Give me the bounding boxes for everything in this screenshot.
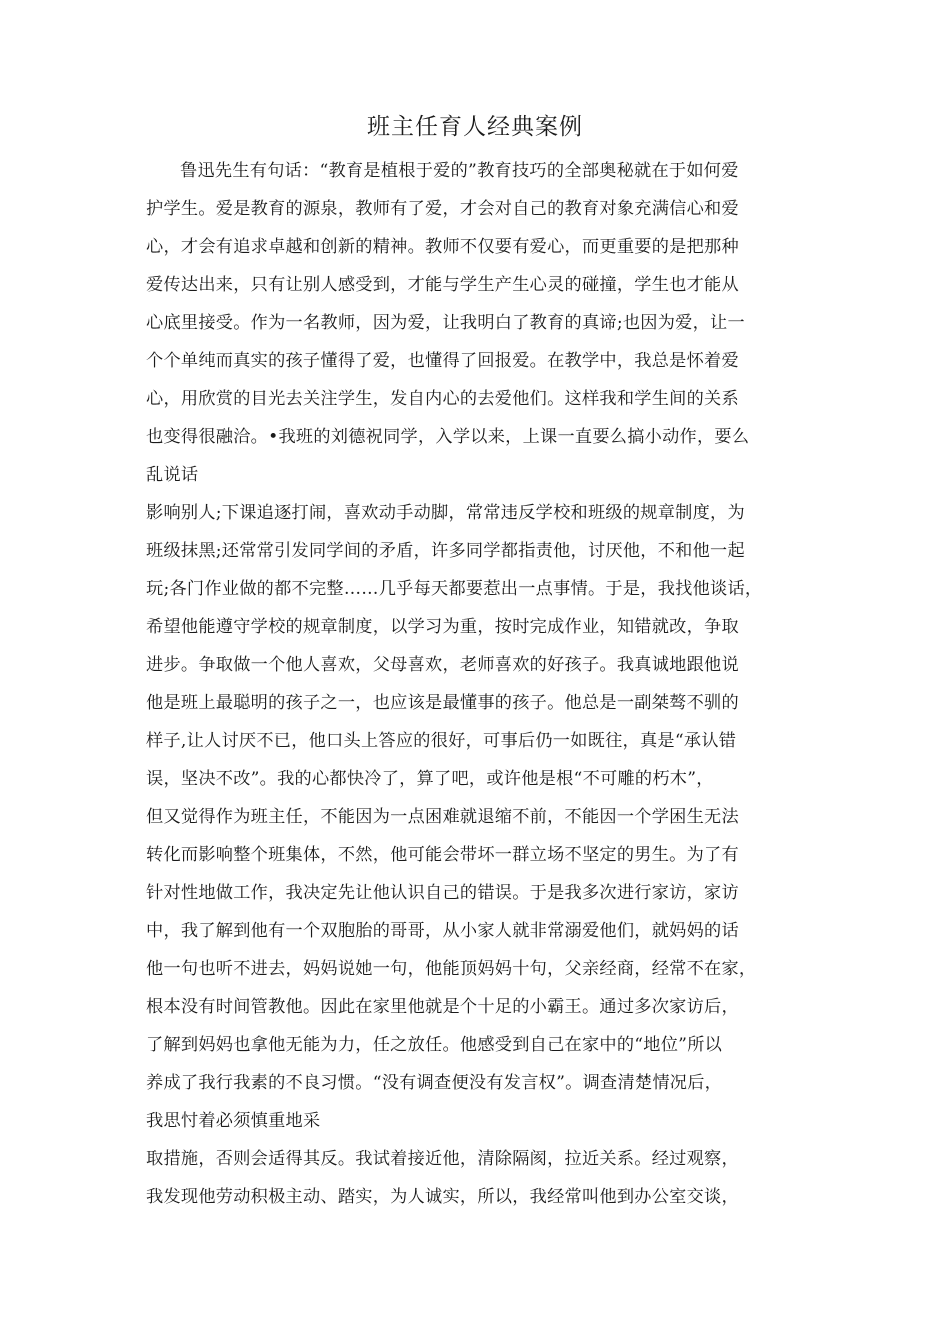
text-line: 他是班上最聪明的孩子之一，也应该是最懂事的孩子。他总是一副桀骜不驯的: [146, 693, 739, 713]
text-line: 心，才会有追求卓越和创新的精神。教师不仅要有爱心，而更重要的是把那种: [146, 237, 739, 257]
text-line: 玩;各门作业做的都不完整……几乎每天都要惹出一点事情。于是，我找他谈话，: [146, 579, 763, 599]
text-line: 样子,让人讨厌不已，他口头上答应的很好，可事后仍一如既往，真是“承认错: [146, 731, 737, 751]
text-line: 班级抹黑;还常常引发同学间的矛盾，许多同学都指责他，讨厌他，不和他一起: [146, 541, 745, 561]
text-line: 了解到妈妈也拿他无能为力，任之放任。他感受到自己在家中的“地位”所以: [146, 1035, 723, 1055]
text-line: 鲁迅先生有句话：“教育是植根于爱的”教育技巧的全部奥秘就在于如何爱: [180, 161, 739, 181]
text-line: 心，用欣赏的目光去关注学生，发自内心的去爱他们。这样我和学生间的关系: [146, 389, 739, 409]
text-line: 他一句也听不进去，妈妈说她一句，他能顶妈妈十句，父亲经商，经常不在家，: [146, 959, 757, 979]
text-line: 养成了我行我素的不良习惯。“没有调查便没有发言权”。调查清楚情况后，: [146, 1073, 723, 1093]
text-line: 我发现他劳动积极主动、踏实，为人诚实，所以，我经常叫他到办公室交谈，: [146, 1187, 739, 1207]
document-body: [146, 152, 826, 1216]
text-line: 希望他能遵守学校的规章制度，以学习为重，按时完成作业，知错就改，争取: [146, 617, 739, 637]
text-line: 心底里接受。作为一名教师，因为爱，让我明白了教育的真谛;也因为爱，让一: [146, 313, 745, 333]
text-line: 转化而影响整个班集体，不然，他可能会带坏一群立场不坚定的男生。为了有: [146, 845, 739, 865]
document-title: 班主任育人经典案例: [367, 114, 583, 140]
text-line: 中，我了解到他有一个双胞胎的哥哥，从小家人就非常溺爱他们，就妈妈的话: [146, 921, 739, 941]
text-line: 我思忖着必须慎重地采: [146, 1111, 321, 1131]
text-line: 护学生。爱是教育的源泉，教师有了爱，才会对自己的教育对象充满信心和爱: [146, 199, 739, 219]
text-line: 误，坚决不改”。我的心都快冷了，算了吧，或许他是根“不可雕的朽木”，: [146, 769, 714, 789]
text-line: 取措施，否则会适得其反。我试着接近他，清除隔阂，拉近关系。经过观察，: [146, 1149, 739, 1169]
text-line: 进步。争取做一个他人喜欢，父母喜欢，老师喜欢的好孩子。我真诚地跟他说: [146, 655, 739, 675]
text-line: 但又觉得作为班主任，不能因为一点困难就退缩不前，不能因一个学困生无法: [146, 807, 739, 827]
text-line: 影响别人;下课追逐打闹，喜欢动手动脚，常常违反学校和班级的规章制度，为: [146, 503, 745, 523]
text-line: 也变得很融洽。•我班的刘德祝同学，入学以来，上课一直要么搞小动作，要么: [146, 427, 750, 447]
text-line: 针对性地做工作，我决定先让他认识自己的错误。于是我多次进行家访，家访: [146, 883, 739, 903]
text-line: 乱说话: [146, 465, 199, 485]
text-line: 个个单纯而真实的孩子懂得了爱，也懂得了回报爱。在教学中，我总是怀着爱: [146, 351, 739, 371]
text-line: 爱传达出来，只有让别人感受到，才能与学生产生心灵的碰撞，学生也才能从: [146, 275, 739, 295]
text-line: 根本没有时间管教他。因此在家里他就是个十足的小霸王。通过多次家访后，: [146, 997, 739, 1017]
